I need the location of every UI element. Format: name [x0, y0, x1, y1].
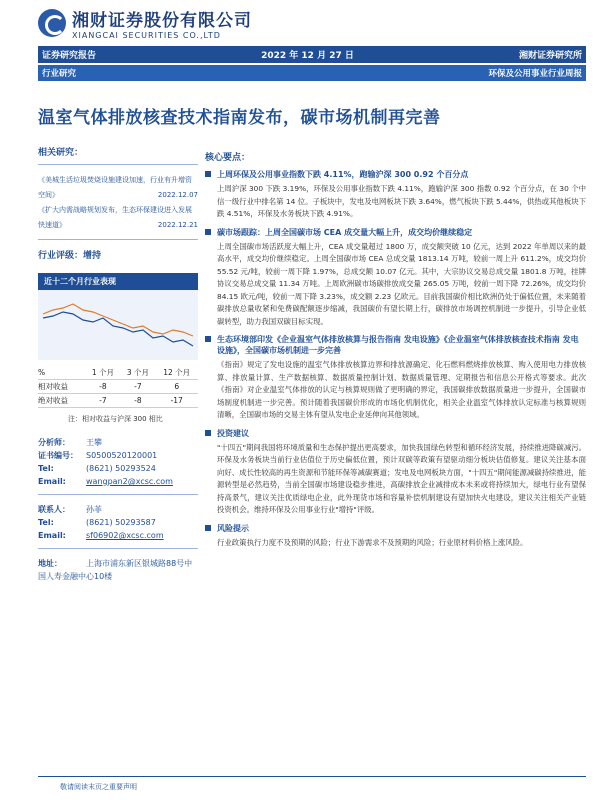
- industry-rating: 行业评级：增持: [38, 251, 102, 261]
- bullet-icon: [205, 525, 211, 531]
- company-name-en: XIANGCAI SECURITIES CO.,LTD: [72, 31, 221, 40]
- bullet-icon: [205, 336, 211, 342]
- report-date: 2022 年 12 月 27 日: [261, 51, 354, 61]
- related-list: [38, 164, 198, 240]
- sidebar: [38, 145, 198, 583]
- table-row: 相对收益 -8 -7 6: [38, 380, 198, 394]
- section-heading: 生态环境部印发《企业温室气体排放核算与报告指南 发电设施》《企业温室气体排放核查技术指南 发电设施》，全国碳市场机制进一步完善: [205, 334, 586, 356]
- company-logo: [38, 6, 252, 40]
- institute: 湘财证券研究所: [518, 51, 582, 61]
- logo-icon: [38, 9, 66, 37]
- chart-note: 注：相对收益与沪深 300 相比: [68, 415, 163, 423]
- related-label: 相关研究：: [38, 148, 84, 158]
- section-text: 《指南》规定了发电设施的温室气体排放核算边界和排放源确定、化石燃料燃烧排放核算、购入使用电力排放核算、排放量计算、生产数据核算、数据质量控制计划、数据质量管理、定期报告和信息公开格式等要求。此次《指南》对企业温室气体排放的认定与核算规则做了更明确的界定，我国碳排放数据质量进一步提升，全国碳市场制度机制进一步完善。预计随着我国碳价形成的市场化机制优化，相关企业温室气体排放认定标准与核算规则清晰，全国碳市场的交易主体有望从发电企业延伸向其他领域。: [217, 360, 586, 419]
- section-heading: 上周环保及公用事业指数下跌 4.11%，跑输沪深 300 0.92 个百分点: [205, 169, 586, 180]
- company-name-cn: 湘财证券股份有限公司: [72, 11, 252, 31]
- table-row: % 1 个月 3 个月 12 个月: [38, 366, 198, 380]
- category: 行业研究: [42, 69, 77, 79]
- performance-chart: [38, 290, 198, 360]
- email-link[interactable]: wangpan2@xcsc.com: [86, 477, 173, 486]
- footer-divider: [38, 776, 586, 777]
- section-heading: 投资建议: [205, 428, 586, 439]
- report-type: 证券研究报告: [42, 51, 97, 61]
- header-bar: [38, 46, 586, 63]
- series: 环保及公用事业行业周报: [488, 69, 582, 79]
- main-content: [205, 150, 586, 549]
- section-text: 上周沪深 300 下跌 3.19%，环保及公用事业指数下跌 4.11%，跑输沪深 300 指数 0.92 个百分点，在 30 个中信一级行业中排名第 14 位。子板块中，发电及电网板块下跌 3.64%，燃气板块下跌 5.44%，供热或其他板块下跌 4.51%，环保及水务板块下跌 4.91%。: [217, 184, 586, 218]
- section-heading: 风险提示: [205, 523, 586, 534]
- footer-disclaimer: 敬请阅读末页之重要声明: [60, 783, 137, 791]
- performance-table: [38, 366, 198, 408]
- section-text: 上周全国碳市场活跃度大幅上升，CEA 成交量超过 1800 万，成交额突破 10 亿元，达到 2022 年单周以来的最高水平，成交均价继续稳定。上周全国碳市场 CEA 总成交量 1813.14 万吨，较前一周上升 611.2%，成交均价 55.52 元/吨，较前一周下降 1.97%，总成交额 10.07 亿元。其中，大宗协议交易总成交量 1801.8 万吨，挂牌协议交易总成交量 11.34 万吨。上周欧洲碳市场碳排放成交量 265.05 万吨，较前一周下降 72.26%，成交均价 84.15 欧元/吨，较前一周下降 3.23%，成交额 2.23 亿欧元。目前我国碳价相比欧洲仍处于偏低位置，未来随着碳排放总量收紧和免费碳配额逐步缩减，我国碳价有望长期上行，碳排放市场调控机制进一步提升，引导企业低碳转型，助力我国双碳目标实现。: [217, 241, 586, 326]
- bullet-icon: [205, 171, 211, 177]
- bullet-icon: [205, 430, 211, 436]
- section-heading: 碳市场跟踪：上周全国碳市场 CEA 成交量大幅上升，成交均价继续稳定: [205, 227, 586, 238]
- chart-title: 近十二个月行业表现: [38, 273, 198, 290]
- bullet-icon: [205, 229, 211, 235]
- table-row: 绝对收益 -7 -8 -17: [38, 394, 198, 408]
- chart-background: [38, 290, 198, 360]
- section-text: 行业政策执行力度不及预期的风险；行业下游需求不及预期的风险；行业原材料价格上涨风险。: [217, 537, 528, 547]
- report-title: 温室气体排放核查技术指南发布，碳市场机制再完善: [38, 108, 441, 128]
- related-item[interactable]: 《美城生活垃圾焚烧设施建设加速，行业有升增资空间》 2022.12.07: [38, 176, 198, 199]
- key-points-label: 核心要点：: [205, 153, 251, 163]
- section-text: "十四五"期间我国将环境质量和生态保护提出更高要求，加快我国绿色转型和循环经济发展，持续推进降碳减污。环保及水务板块当前行业估值位于历史偏低位置，预计双碳等政策有望驱动细分板块估值修复。建议关注基本面向好、成长性较高的再生资源和节能环保等减碳赛道；发电及电网板块方面，"十四五"期间能源减碳持续推进，能源转型是必然趋势，当前全国碳市场建设稳步推进，高碳排放企业减排成本未来或将持续加大，绿电行业有望保持高景气，建议关注优质绿电企业，此外现货市场和容量补偿机制建设有望加快火电建设，建议关注相关产业链投资机会。维持环保及公用事业行业"增持"评级。: [217, 442, 586, 514]
- related-item[interactable]: 《扩大内需战略规划发布，生态环保建设进入发展快速道》 2022.12.21: [38, 206, 198, 229]
- subheader-bar: [38, 65, 586, 81]
- email-link[interactable]: sf06902@xcsc.com: [86, 531, 164, 540]
- analyst-info: 分析师： 王攀 证书编号： S0500520120001 Tel: (8621) 50293524 Email: wangpan2@xcsc.com 联系人： 孙菲 Tel: (8621) 50293587 Email: sf06902@xcsc.com 地址： 上海市浦东新区银城路88号中国人寿金融中心10楼: [38, 436, 198, 583]
